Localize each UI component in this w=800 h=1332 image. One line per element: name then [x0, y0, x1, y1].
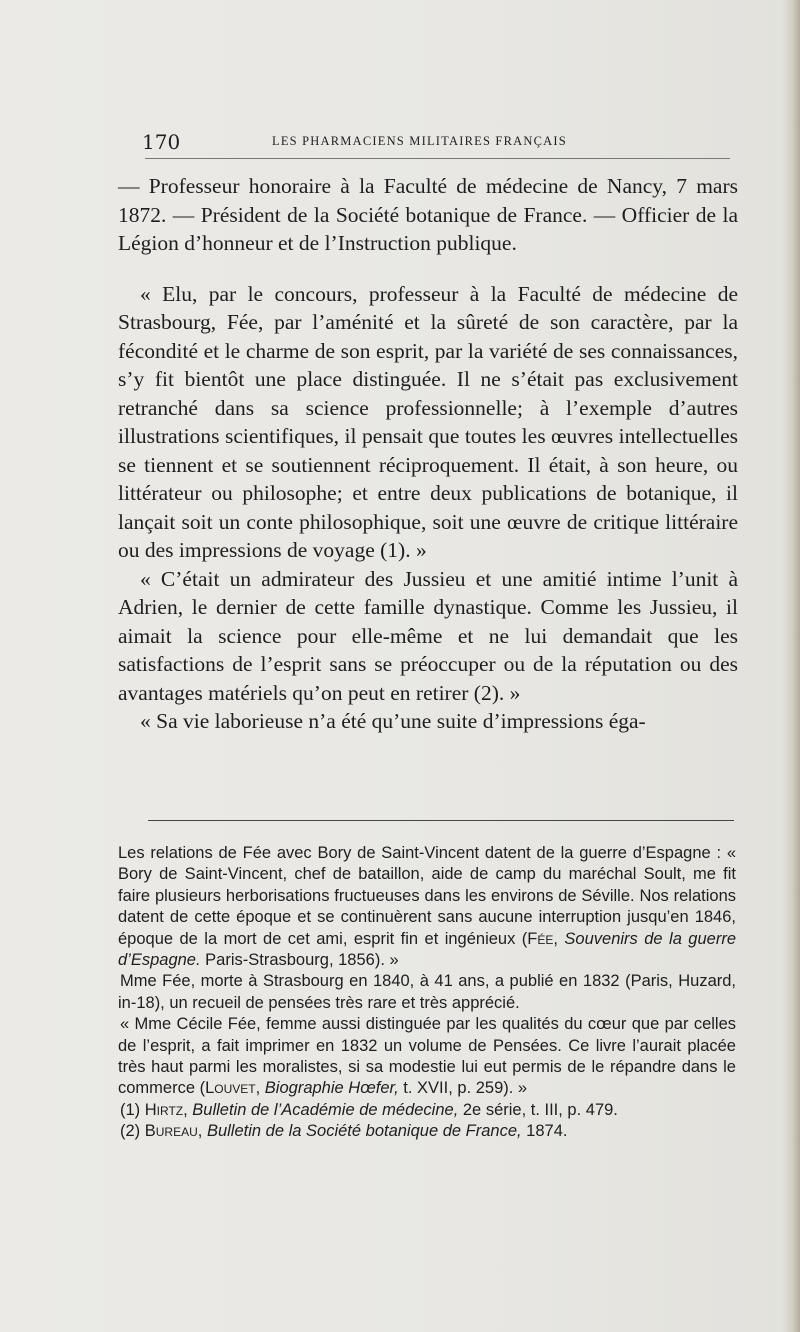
paragraph-quote-3: « Sa vie laborieuse n’a été qu’une suite d’impressions éga- — [140, 709, 646, 733]
ref-2-number: (2) — [120, 1122, 145, 1141]
page-header — [142, 130, 732, 152]
ref-1-title: Bulletin de l’Académie de médecine, — [192, 1100, 459, 1119]
footnote-bory-text: Les relations de Fée avec Bory de Saint-Vincent datent de la guerre d’Espagne : « Bory de Saint-Vincent, chef de bataillon, aide de camp du maréchal Soult, me fit faire plusieurs herborisations fructueuses dans les environs de Séville. Nos relations datent de cette époque et se continuèrent sans aucune interruption jusqu’en 1846, époque de la mort de cet ami, esprit fin et ingénieux ( — [118, 844, 736, 948]
footnote-mme-fee: Mme Fée, morte à Strasbourg en 1840, à 41 ans, a publié en 1832 (Paris, Huzard, in-18), un recueil de pensées très rare et très apprécié. — [118, 972, 736, 1012]
footnote-rule — [148, 820, 734, 821]
ref-1-author: Hirtz, — [144, 1100, 188, 1119]
ref-1-number: (1) — [120, 1100, 145, 1119]
footnote-bory — [118, 843, 736, 971]
footnote-cecile-end: t. XVII, p. 259). » — [398, 1079, 528, 1098]
ref-2-title: Bulletin de la Société botanique de France, — [206, 1122, 522, 1141]
paragraph-quote-1: « Elu, par le concours, professeur à la Faculté de médecine de Strasbourg, Fée, par l’aménité et la sûreté de son caractère, par la fécondité et le charme de son esprit, par la variété de ses connaissances, s’y fit bientôt une place distinguée. Il ne s’était pas exclusivement retranché dans sa science professionnelle; à l’exemple d’autres illustrations scientifiques, il pensait que toutes les œuvres intellectuelles se tiennent et se soutiennent réciproquement. Il était, à son heure, ou littérateur ou philosophe; et entre deux publications de botanique, il lançait soit un conte philosophique, soit une œuvre de critique littéraire ou des impressions de voyage (1). » — [118, 281, 738, 562]
paragraph-quote-2: « C’était un admirateur des Jussieu et une amitié intime l’unit à Adrien, le dernier de cette famille dynastique. Comme les Jussieu, il aimait la science pour elle-même et ne lui demandait que les satisfactions de l’esprit sans se préoccuper ou de la réputation ou des avantages matériels qu’on peut en retirer (2). » — [118, 566, 738, 705]
footnote-cecile-fee — [118, 1014, 736, 1100]
header-rule — [145, 158, 730, 159]
paragraph-titles: — Professeur honoraire à la Faculté de médecine de Nancy, 7 mars 1872. — Président de la Société botanique de France. — Officier de la Légion d’honneur et de l’Instruction publique. — [118, 174, 738, 255]
footnote-bory-author: Fée, — [527, 929, 558, 948]
footnotes — [118, 843, 736, 1143]
ref-2-end: 1874. — [521, 1122, 568, 1141]
footnote-cecile-title: Biographie Hœfer, — [264, 1079, 399, 1098]
ref-2-author: Bureau, — [144, 1122, 203, 1141]
footnote-ref-1 — [118, 1100, 736, 1121]
ref-1-end: 2e série, t. III, p. 479. — [458, 1100, 618, 1119]
page-edge-shadow — [782, 0, 800, 1332]
footnote-cecile-author: Louvet, — [205, 1079, 261, 1098]
footnote-bory-end: Paris-Strasbourg, 1856). » — [200, 951, 399, 970]
running-title: LES PHARMACIENS MILITAIRES FRANÇAIS — [272, 134, 567, 148]
page-number: 170 — [142, 130, 181, 154]
footnote-cecile-text: « Mme Cécile Fée, femme aussi distinguée par les qualités du cœur que par celles de l’esprit, a fait imprimer en 1832 un volume de Pensées. Ce livre l’aurait placée très haut parmi les moralistes, si sa modestie lui eut permis de le répandre dans le commerce ( — [118, 1015, 736, 1098]
footnote-ref-2 — [118, 1121, 736, 1142]
footnote-bory-title: Souvenirs de la guerre d’Espagne. — [118, 929, 737, 970]
main-text — [118, 172, 738, 736]
